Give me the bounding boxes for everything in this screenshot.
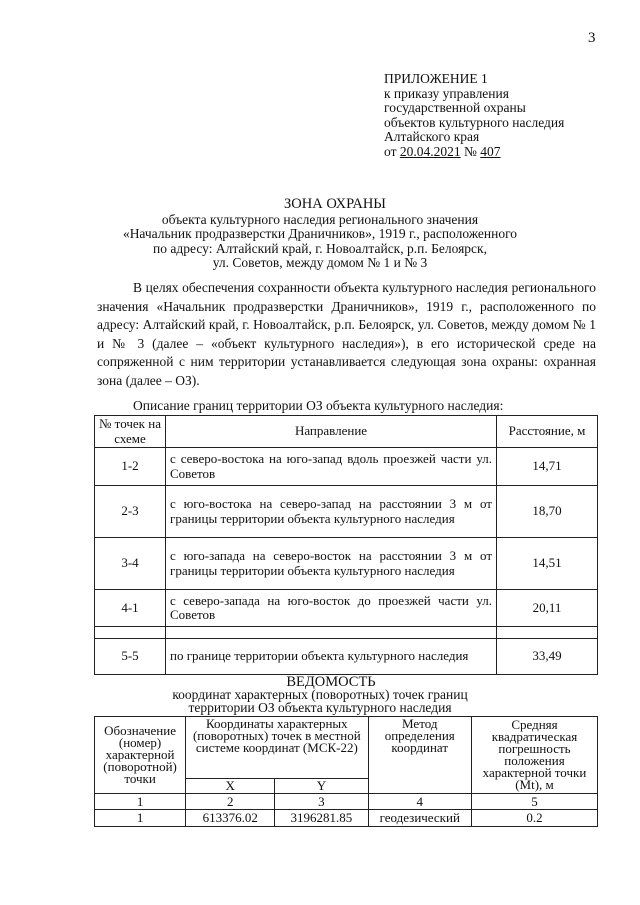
body-paragraph: В целях обеспечения сохранности объекта культурного наследия регионального значения «Начальник продразверстки Драничников», 1919 г., расположенного по адресу: Алтайский край, г. Новоалтайск, р.п. Белоярск, ул. Советов, между домом № 1 и № 3 (далее – «объект культурного наследия»), в его исторической среде на сопряженной с ним территории устанавливается следующая зона охраны: охранная зона (далее – ОЗ). <box>97 280 596 388</box>
cell-point: 1 <box>95 810 186 827</box>
page-number: 3 <box>588 30 596 46</box>
cell-method: геодезический <box>368 810 471 827</box>
header-direction: Направление <box>166 416 497 448</box>
cell-direction: с северо-запада на юго-восток до проезжей части ул. Советов <box>166 590 497 627</box>
cell-distance: 18,70 <box>497 486 598 538</box>
table-row <box>95 810 598 827</box>
spacer-cell <box>166 627 497 639</box>
table-spacer-row <box>95 627 598 639</box>
cell-direction: с юго-востока на северо-запад на расстоянии 3 м от границы территории объекта культурного наследия <box>166 486 497 538</box>
cell-points: 1-2 <box>95 448 166 486</box>
cell-accuracy: 0.2 <box>471 810 597 827</box>
table-row <box>95 448 598 486</box>
cell-points: 3-4 <box>95 538 166 590</box>
table-row <box>95 590 598 627</box>
column-number: 3 <box>275 794 368 810</box>
order-number: 407 <box>480 143 501 159</box>
table-row <box>95 639 598 675</box>
cell-distance: 20,11 <box>497 590 598 627</box>
cell-x: 613376.02 <box>186 810 275 827</box>
appendix-line: объектов культурного наследия <box>384 114 565 130</box>
statement-heading <box>0 675 640 714</box>
cell-points: 2-3 <box>95 486 166 538</box>
zone-subtitle-line: «Начальник продразверстки Драничников», 1919 г., расположенного <box>122 226 518 241</box>
number-prefix: № <box>460 143 481 159</box>
column-number: 5 <box>471 794 597 810</box>
column-number: 1 <box>95 794 186 810</box>
header-designation: Обозначение (номер) характерной (поворотной) точки <box>95 717 186 794</box>
statement-title: ВЕДОМОСТЬ <box>286 674 376 690</box>
appendix-line: государственной охраны <box>384 100 526 115</box>
appendix-title: ПРИЛОЖЕНИЕ 1 <box>384 71 488 86</box>
cell-direction: с юго-запада на северо-восток на расстоянии 3 м от границы территории объекта культурного наследия <box>166 538 497 590</box>
statement-subtitle-line: координат характерных (поворотных) точек границ <box>172 687 468 702</box>
column-number-row <box>95 794 598 810</box>
cell-points: 4-1 <box>95 590 166 627</box>
coord-header-row <box>95 717 598 779</box>
boundary-table-caption: Описание границ территории ОЗ объекта культурного наследия: <box>133 398 504 413</box>
appendix-order-line <box>384 145 564 160</box>
header-y: Y <box>275 779 368 794</box>
header-x: X <box>186 779 275 794</box>
appendix-line: Алтайского края <box>384 129 480 144</box>
zone-subtitle-line: по адресу: Алтайский край, г. Новоалтайск, р.п. Белоярск, <box>153 240 487 256</box>
table-header-row <box>95 416 598 448</box>
spacer-cell <box>95 627 166 639</box>
coordinates-table <box>94 716 598 827</box>
cell-direction: с северо-востока на юго-запад вдоль проезжей части ул. Советов <box>166 448 497 486</box>
boundary-table <box>94 415 598 675</box>
statement-subtitle-line: территории ОЗ объекта культурного наследия <box>188 699 452 715</box>
cell-y: 3196281.85 <box>275 810 368 827</box>
header-coordinates: Координаты характерных (поворотных) точек в местной системе координат (МСК-22) <box>186 717 368 779</box>
zone-title: ЗОНА ОХРАНЫ <box>284 196 386 212</box>
header-points: № точек на схеме <box>95 416 166 448</box>
cell-distance: 14,71 <box>497 448 598 486</box>
column-number: 2 <box>186 794 275 810</box>
appendix-block <box>384 72 564 159</box>
table-row <box>95 538 598 590</box>
cell-points: 5-5 <box>95 639 166 675</box>
header-distance: Расстояние, м <box>497 416 598 448</box>
table-row <box>95 486 598 538</box>
appendix-line: к приказу управления <box>384 85 509 101</box>
column-number: 4 <box>368 794 471 810</box>
order-date: 20.04.2021 <box>399 143 461 159</box>
zone-subtitle-line: объекта культурного наследия регионального значения <box>161 211 479 227</box>
header-method: Метод определения координат <box>368 717 471 794</box>
zone-heading <box>0 197 640 271</box>
cell-distance: 14,51 <box>497 538 598 590</box>
header-accuracy: Средняя квадратическая погрешность положения характерной точки (Mt), м <box>471 717 597 794</box>
spacer-cell <box>497 627 598 639</box>
zone-subtitle-line: ул. Советов, между домом № 1 и № 3 <box>212 255 428 270</box>
cell-direction: по границе территории объекта культурного наследия <box>166 639 497 675</box>
date-prefix: от <box>384 143 400 159</box>
cell-distance: 33,49 <box>497 639 598 675</box>
